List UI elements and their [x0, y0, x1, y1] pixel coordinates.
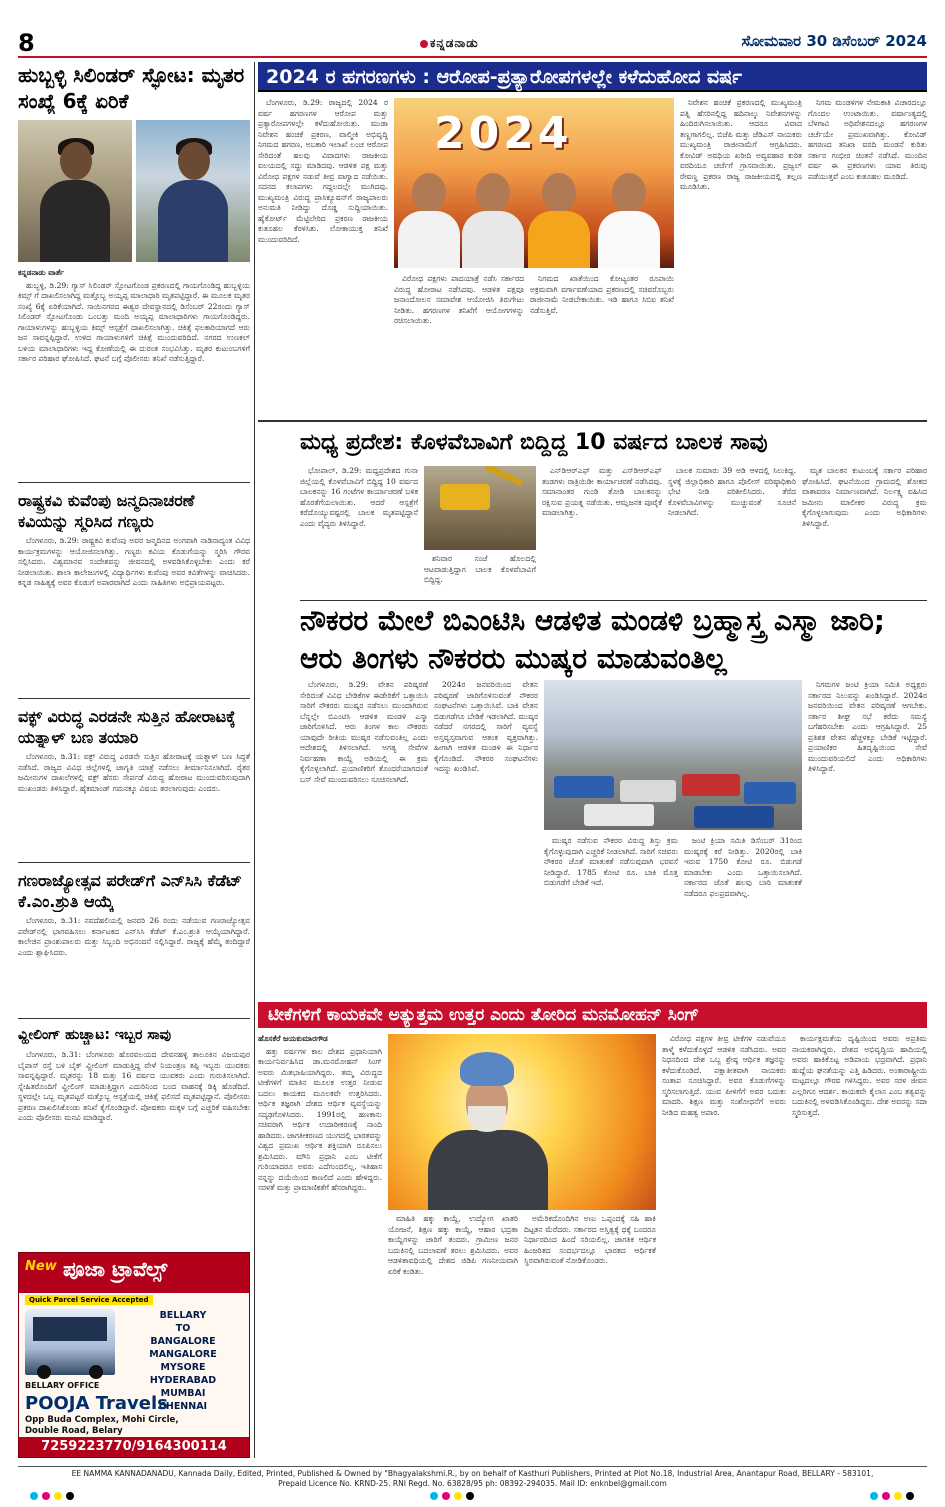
divider: [18, 862, 250, 863]
bus-depot-photo: [544, 680, 802, 830]
column-divider: [254, 62, 255, 1458]
ad-new-label: New: [25, 1259, 57, 1274]
ad-header: [19, 1253, 249, 1293]
bus-icon: [25, 1309, 115, 1375]
borewell-text: ಬಾಲಕ ಸುಮಾರು 39 ಅಡಿ ಆಳದಲ್ಲಿ ಸಿಲುಕಿದ್ದ. ಸ್ಥಳಕ್ಕೆ ಜಿಲ್ಲಾಧಿಕಾರಿ ಹಾಗೂ ಪೊಲೀಸ್ ವರಿಷ್ಠಾಧಿಕಾರಿ ಭೇಟಿ ನೀಡಿ ಪರಿಶೀಲಿಸಿದರು. ತೆರೆದ ಕೊಳವೆಬಾವಿಗಳನ್ನು ಮುಚ್ಚುವಂತೆ ಸೂಚನೆ ನೀಡಲಾಗಿದೆ.: [668, 466, 796, 517]
borewell-col2: [424, 554, 536, 598]
wheeling-headline: ವ್ಹೀಲಿಂಗ್ ಹುಚ್ಚಾಟ: ಇಬ್ಬರ ಸಾವು: [18, 1027, 172, 1043]
review-2024-text: ಬೆಂಗಳೂರು, ಡಿ.29: ರಾಜ್ಯದಲ್ಲಿ 2024 ರ ವರ್ಷ ಹಗರಣಗಳ ಆರೋಪ ಮತ್ತು ಪ್ರತ್ಯಾರೋಪಗಳಲ್ಲೇ ಕಳೆದುಹೋಯಿತು. ಮುಡಾ ನಿವೇಶನ ಹಂಚಿಕೆ ಪ್ರಕರಣ, ವಾಲ್ಮೀಕಿ ಅಭಿವೃದ್ಧಿ ನಿಗಮದ ಹಗರಣ, ಅಬಕಾರಿ ಇಲಾಖೆ ಲಂಚ ಆರೋಪ ಸೇರಿದಂತೆ ಹಲವು ವಿವಾದಗಳು ರಾಜಕೀಯ ವಲಯದಲ್ಲಿ ಸದ್ದು ಮಾಡಿದವು. ಆಡಳಿತ ಪಕ್ಷ ಮತ್ತು ವಿರೋಧ ಪಕ್ಷಗಳ ನಡುವೆ ತೀವ್ರ ವಾಗ್ವಾದ ನಡೆಯಿತು. ಸದನದ ಕಲಾಪಗಳು ಗದ್ದಲದಲ್ಲೇ ಮುಗಿದವು. ಮುಖ್ಯಮಂತ್ರಿ ವಿರುದ್ಧ ಪ್ರಾಸಿಕ್ಯೂಷನ್‌ಗೆ ರಾಜ್ಯಪಾಲರು ಅನುಮತಿ ನೀಡಿದ್ದು ದೊಡ್ಡ ಸುದ್ದಿಯಾಯಿತು. ಹೈಕೋರ್ಟ್ ಮೆಟ್ಟಿಲೇರಿದ ಪ್ರಕರಣ ರಾಜಕೀಯ ಕುತೂಹಲ ಕೆರಳಿಸಿತು. ಲೋಕಾಯುಕ್ತ ತನಿಖೆ ಮುಂದುವರಿದಿದೆ.: [258, 98, 388, 244]
review-2024-headline: 2024 ರ ಹಗರಣಗಳು : ಆರೋಪ-ಪ್ರತ್ಯಾರೋಪಗಳಲ್ಲೇ ಕಳೆದುಹೋದ ವರ್ಷ: [258, 62, 927, 92]
wheeling-body: ಬೆಂಗಳೂರು, ಡಿ.31: ಬೆಂಗಳೂರು ಹೊರವಲಯದ ದೇವನಹಳ್ಳಿ ತಾಲೂಕಿನ ವಿಜಯಪುರ ಬೈಪಾಸ್ ರಸ್ತೆ ಬಳಿ ಬೈಕ್ ವ್ಹೀಲಿಂಗ್ ಮಾಡುತ್ತಿದ್ದ ವೇಳೆ ನಿಯಂತ್ರಣ ತಪ್ಪಿ ಇಬ್ಬರು ಯುವಕರು ಸಾವನ್ನಪ್ಪಿದ್ದಾರೆ. ಮೃತರನ್ನು 18 ಮತ್ತು 16 ವರ್ಷದ ಯುವಕರು ಎಂದು ಗುರುತಿಸಲಾಗಿದೆ. ಸ್ನೇಹಿತರೊಂದಿಗೆ ವ್ಹೀಲಿಂಗ್ ಮಾಡುತ್ತಿದ್ದಾಗ ಎದುರಿನಿಂದ ಬಂದ ವಾಹನಕ್ಕೆ ಡಿಕ್ಕಿ ಹೊಡೆದಿದೆ. ಸ್ಥಳದಲ್ಲೇ ಒಬ್ಬ ಮೃತಪಟ್ಟರೆ ಮತ್ತೊಬ್ಬ ಆಸ್ಪತ್ರೆಯಲ್ಲಿ ಚಿಕಿತ್ಸೆ ಫಲಿಸದೆ ಮೃತಪಟ್ಟಿದ್ದಾನೆ. ಪೊಲೀಸರು ಪ್ರಕರಣ ದಾಖಲಿಸಿಕೊಂಡು ತನಿಖೆ ಕೈಗೊಂಡಿದ್ದಾರೆ. ಪೋಷಕರು ಮಕ್ಕಳ ಬಗ್ಗೆ ಎಚ್ಚರಿಕೆ ವಹಿಸಬೇಕು ಎಂದು ಪೊಲೀಸರು ಮನವಿ ಮಾಡಿದ್ದಾರೆ.: [18, 1050, 250, 1122]
review-2024-col5: [808, 98, 927, 414]
borewell-headline: ಮಧ್ಯ ಪ್ರದೇಶ: ಕೊಳವೆಬಾವಿಗೆ ಬಿದ್ದಿದ್ದ 10 ವರ್ಷದ ಬಾಲಕ ಸಾವು: [300, 430, 768, 455]
republic-body: ಬೆಂಗಳೂರು, ಡಿ.31: ನವದೆಹಲಿಯಲ್ಲಿ ಜನವರಿ 26 ರಂದು ನಡೆಯುವ ಗಣರಾಜ್ಯೋತ್ಸವ ಪರೇಡ್‌ನಲ್ಲಿ ಭಾಗವಹಿಸಲು ಕರ್ನಾಟಕದ ಎನ್‌ಸಿಸಿ ಕೆಡೆಟ್ ಕೆ.ಎಂ.ಶ್ರುತಿ ಆಯ್ಕೆಯಾಗಿದ್ದಾರೆ. ಕಾಲೇಜಿನ ಪ್ರಾಂಶುಪಾಲರು ಮತ್ತು ಸಿಬ್ಬಂದಿ ಅಭಿನಂದನೆ ಸಲ್ಲಿಸಿದ್ದಾರೆ. ರಾಜ್ಯಕ್ಕೆ ಹೆಮ್ಮೆ ತಂದಿದ್ದಾರೆ ಎಂದು ಶ್ಲಾಘಿಸಿದರು.: [18, 916, 250, 957]
manmohan-text: ಅಮೆರಿಕದೊಂದಿಗಿನ ಅಣು ಒಪ್ಪಂದಕ್ಕೆ ಸಹಿ ಹಾಕಿ ದಿಟ್ಟತನ ಮೆರೆದರು. ಸರ್ಕಾರದ ಅಸ್ತಿತ್ವಕ್ಕೆ ಧಕ್ಕೆ ಬಂದರೂ ನಿರ್ಧಾರದಿಂದ ಹಿಂದೆ ಸರಿಯಲಿಲ್ಲ. ಜಾಗತಿಕ ಆರ್ಥಿಕ ಹಿಂಜರಿತದ ಸಂದರ್ಭದಲ್ಲೂ ಭಾರತದ ಆರ್ಥಿಕತೆ ಸ್ಥಿರವಾಗಿರುವಂತೆ ನೋಡಿಕೊಂಡರು.: [524, 1214, 656, 1265]
esma-headline: ನೌಕರರ ಮೇಲೆ ಬಿಎಂಟಿಸಿ ಆಡಳಿತ ಮಂಡಳಿ ಬ್ರಹ್ಮಾಸ್ತ್ರ ಎಸ್ಮಾ ಜಾರಿ; ಆರು ತಿಂಗಳು ನೌಕರರು ಮುಷ್ಕರ ಮಾಡುವಂತಿಲ್ಲ: [300, 604, 886, 675]
borewell-text: ಎನ್‌ಡಿಆರ್‌ಎಫ್ ಮತ್ತು ಎಸ್‌ಡಿಆರ್‌ಎಫ್ ತಂಡಗಳು ರಾತ್ರಿಯಿಡೀ ಕಾರ್ಯಾಚರಣೆ ನಡೆಸಿದವು. ಸಮಾನಾಂತರ ಗುಂಡಿ ತೋಡಿ ಬಾಲಕನನ್ನು ರಕ್ಷಿಸುವ ಪ್ರಯತ್ನ ನಡೆಯಿತು. ಆಮ್ಲಜನಕ ಪೂರೈಕೆ ಮಾಡಲಾಗಿತ್ತು.: [542, 466, 662, 517]
republic-article: [18, 916, 250, 1014]
manmohan-col4: [662, 1034, 786, 1458]
image-year-text: 2024: [434, 108, 573, 159]
registration-marks: [430, 1492, 474, 1500]
cylinder-headline: ಹುಬ್ಬಳ್ಳಿ ಸಿಲಿಂಡರ್ ಸ್ಫೋಟ: ಮೃತರ ಸಂಖ್ಯೆ 6ಕ್ಕೆ ಏರಿಕೆ: [18, 63, 245, 113]
ad-address: Opp Buda Complex, Mohi Circle, Double Road, Belary: [25, 1415, 179, 1436]
esma-text: ಜಂಟಿ ಕ್ರಿಯಾ ಸಮಿತಿ ಡಿಸೆಂಬರ್ 31ರಿಂದ ಮುಷ್ಕರಕ್ಕೆ ಕರೆ ನೀಡಿತ್ತು. 2020ರಲ್ಲಿ ಬಾಕಿ ಇರುವ 1750 ಕೋಟಿ ರೂ. ಬಿಡುಗಡೆ ಮಾಡಬೇಕು ಎಂದು ಒತ್ತಾಯಿಸಲಾಗಿದೆ. ಸರ್ಕಾರದ ಜೊತೆ ಹಲವು ಬಾರಿ ಮಾತುಕತೆ ನಡೆದರೂ ಫಲಪ್ರದವಾಗಿಲ್ಲ.: [684, 836, 802, 898]
divider: [18, 698, 250, 699]
divider: [258, 420, 927, 422]
review-2024-image: [394, 98, 674, 268]
divider: [18, 1018, 250, 1019]
route-city: MANGALORE: [149, 1349, 217, 1360]
route-city: TO: [175, 1323, 191, 1334]
borewell-text: ಮೃತ ಬಾಲಕನ ಕುಟುಂಬಕ್ಕೆ ಸರ್ಕಾರ ಪರಿಹಾರ ಘೋಷಿಸಿದೆ. ಘಟನೆಯಿಂದ ಗ್ರಾಮದಲ್ಲಿ ಶೋಕದ ವಾತಾವರಣ ನಿರ್ಮಾಣವಾಗಿದೆ. ನಿರ್ಲಕ್ಷ್ಯ ವಹಿಸಿದ ಜಮೀನು ಮಾಲೀಕರ ವಿರುದ್ಧ ಕ್ರಮ ಕೈಗೊಳ್ಳಲಾಗುವುದು ಎಂದು ಅಧಿಕಾರಿಗಳು ತಿಳಿಸಿದ್ದಾರೆ.: [802, 466, 927, 528]
borewell-col5: [802, 466, 927, 598]
manmohan-col1: [258, 1034, 382, 1458]
route-city: MYSORE: [160, 1362, 206, 1373]
page-number: 8: [18, 30, 40, 56]
waqf-body: ಬೆಂಗಳೂರು, ಡಿ.31: ವಕ್ಫ್ ವಿರುದ್ಧ ಎರಡನೇ ಸುತ್ತಿನ ಹೋರಾಟಕ್ಕೆ ಯತ್ನಾಳ್ ಬಣ ಸಿದ್ಧತೆ ನಡೆಸಿದೆ. ರಾಜ್ಯದ ವಿವಿಧ ಜಿಲ್ಲೆಗಳಲ್ಲಿ ಜಾಗೃತಿ ಯಾತ್ರೆ ನಡೆಸಲು ತೀರ್ಮಾನಿಸಲಾಗಿದೆ. ರೈತರ ಜಮೀನುಗಳ ದಾಖಲೆಗಳಲ್ಲಿ ವಕ್ಫ್ ಹೆಸರು ಸೇರ್ಪಡೆ ವಿರುದ್ಧ ಹೋರಾಟ ಮುಂದುವರಿಸುವುದಾಗಿ ಮುಖಂಡರು ತಿಳಿಸಿದ್ದಾರೆ. ಹೈಕಮಾಂಡ್ ಗಮನಕ್ಕೂ ವಿಷಯ ತರಲಾಗುವುದು ಎಂದರು.: [18, 752, 250, 793]
ad-company-name: POOJA Travels: [25, 1393, 168, 1414]
manmohan-text: ವಿರೋಧ ಪಕ್ಷಗಳ ತೀವ್ರ ಟೀಕೆಗಳ ನಡುವೆಯೂ ತಾಳ್ಮೆ ಕಳೆದುಕೊಳ್ಳದೆ ಆಡಳಿತ ನಡೆಸಿದರು. ಅವರ ನಿಧನದಿಂದ ದೇಶ ಒಬ್ಬ ಶ್ರೇಷ್ಠ ಆರ್ಥಿಕ ತಜ್ಞನನ್ನು ಕಳೆದುಕೊಂಡಿದೆ. ಪಕ್ಷಾತೀತವಾಗಿ ನಾಯಕರು ಸಂತಾಪ ಸೂಚಿಸಿದ್ದಾರೆ. ಅವರ ಕೊಡುಗೆಗಳನ್ನು ಸ್ಮರಿಸಲಾಗುತ್ತಿದೆ. ಯುವ ಪೀಳಿಗೆಗೆ ಅವರ ಬದುಕು ಮಾದರಿ. ಶಿಕ್ಷಣ ಮತ್ತು ಸಂಶೋಧನೆಗೆ ಅವರು ನೀಡಿದ ಮಹತ್ವ ಅಪಾರ.: [662, 1034, 786, 1117]
borewell-col4: [668, 466, 796, 598]
victim-photo-1: [18, 120, 132, 262]
printer-imprint: [18, 1466, 927, 1489]
esma-col4: [684, 836, 802, 990]
review-2024-col1: [258, 98, 388, 414]
route-city: CHENNAI: [158, 1401, 208, 1412]
rescue-operation-photo: [424, 466, 536, 550]
cylinder-body: ಹುಬ್ಬಳ್ಳಿ, ಡಿ.29: ಗ್ಯಾಸ್ ಸಿಲಿಂಡರ್ ಸ್ಫೋಟಗೊಂಡ ಪ್ರಕರಣದಲ್ಲಿ ಗಾಯಗೊಂಡಿದ್ದ ಹುಬ್ಬಳ್ಳಿಯ ಕಿಮ್ಸ್ ಗೆ ದಾಖಲಿಸಲಾಗಿದ್ದ ಮತ್ತೊಬ್ಬ ಅಯ್ಯಪ್ಪ ಮಾಲಾಧಾರಿ ಮೃತಪಟ್ಟಿದ್ದಾರೆ. ಈ ಮೂಲಕ ಮೃತರ ಸಂಖ್ಯೆ 6ಕ್ಕೆ ಏರಿಕೆಯಾಗಿದೆ. ಸಾಯಿನಗರದ ಈಶ್ವರ ದೇವಸ್ಥಾನದಲ್ಲಿ ಡಿಸೆಂಬರ್ 22ರಂದು ಗ್ಯಾಸ್ ಸಿಲಿಂಡರ್ ಸ್ಫೋಟಗೊಂಡು ಒಂಬತ್ತು ಮಂದಿ ಅಯ್ಯಪ್ಪ ಮಾಲಾಧಾರಿಗಳು ಗಾಯಗೊಂಡಿದ್ದರು. ಗಾಯಾಳುಗಳನ್ನು ಹುಬ್ಬಳ್ಳಿಯ ಕಿಮ್ಸ್ ಆಸ್ಪತ್ರೆಗೆ ದಾಖಲಿಸಲಾಗಿತ್ತು. ಚಿಕಿತ್ಸೆ ಫಲಕಾರಿಯಾಗದೆ ಆರು ಜನ ಸಾವನ್ನಪ್ಪಿದ್ದಾರೆ. ಉಳಿದ ಗಾಯಾಳುಗಳಿಗೆ ಚಿಕಿತ್ಸೆ ಮುಂದುವರಿದಿದೆ. ನಗರದ ಉಣಕಲ್ ಬಳಿಯ ಮಾಲಾಧಾರಿಗಳು ಇದ್ದ ಕೋಣೆಯಲ್ಲಿ ಈ ದುರಂತ ಸಂಭವಿಸಿತ್ತು. ಮೃತರ ಕುಟುಂಬಗಳಿಗೆ ಸರ್ಕಾರ ಪರಿಹಾರ ಘೋಷಿಸಿದೆ. ಘಟನೆ ಬಗ್ಗೆ ಪೊಲೀಸರು ತನಿಖೆ ನಡೆಸುತ್ತಿದ್ದಾರೆ.: [18, 280, 250, 363]
route-city: BANGALORE: [150, 1336, 216, 1347]
review-2024-col4: [680, 98, 802, 414]
paper-name-text: ಕನ್ನಡನಾಡು: [430, 36, 479, 50]
manmohan-text: ಕಾರ್ಯಕ್ಷಮತೆಯ ದೃಷ್ಟಿಯಿಂದ ಅವರು ಅಪ್ರತಿಮ ನಾಯಕರಾಗಿದ್ದರು. ದೇಶದ ಅಭಿವೃದ್ಧಿಯ ಹಾದಿಯಲ್ಲಿ ಅವರು ಹಾಕಿಕೊಟ್ಟ ಅಡಿಪಾಯ ಭದ್ರವಾಗಿದೆ. ಪ್ರಧಾನಿ ಹುದ್ದೆಯ ಘನತೆಯನ್ನು ಎತ್ತಿ ಹಿಡಿದರು. ಅಂತಾರಾಷ್ಟ್ರೀಯ ಮಟ್ಟದಲ್ಲೂ ಗೌರವ ಗಳಿಸಿದ್ದರು. ಅವರ ಸರಳ ಜೀವನ ಎಲ್ಲರಿಗೂ ಆದರ್ಶ. ಕಾಯಕವೇ ಕೈಲಾಸ ಎಂಬ ತತ್ವವನ್ನು ಬದುಕಿನಲ್ಲಿ ಅಳವಡಿಸಿಕೊಂಡಿದ್ದರು. ದೇಶ ಅವರನ್ನು ಸದಾ ಸ್ಮರಿಸುತ್ತದೆ.: [792, 1034, 927, 1117]
kuvempu-headline: ರಾಷ್ಟ್ರಕವಿ ಕುವೆಂಪು ಜನ್ಮದಿನಾಚರಣೆ ಕವಿಯನ್ನು ಸ್ಮರಿಸಿದ ಗಣ್ಯರು: [18, 491, 195, 531]
route-city: MUMBAI: [160, 1388, 206, 1399]
divider: [18, 482, 250, 483]
route-city: HYDERABAD: [149, 1375, 217, 1386]
review-2024-text: ನಿವೇಶನ ಹಂಚಿಕೆ ಪ್ರಕರಣದಲ್ಲಿ ಮುಖ್ಯಮಂತ್ರಿ ಪತ್ನಿ ಹೆಸರಿನಲ್ಲಿದ್ದ ಹದಿನಾಲ್ಕು ನಿವೇಶನಗಳನ್ನು ಹಿಂದಿರುಗಿಸಲಾಯಿತು. ಆದರೂ ವಿವಾದ ತಣ್ಣಗಾಗಲಿಲ್ಲ. ಬಿಜೆಪಿ ಮತ್ತು ಜೆಡಿಎಸ್ ನಾಯಕರು ಮುಖ್ಯಮಂತ್ರಿ ರಾಜೀನಾಮೆಗೆ ಆಗ್ರಹಿಸಿದರು. ಕೋವಿಡ್ ಅವಧಿಯ ಖರೀದಿ ಅವ್ಯವಹಾರ ಕುರಿತ ವರದಿಯೂ ಚರ್ಚೆಗೆ ಗ್ರಾಸವಾಯಿತು. ಪ್ರಜ್ವಲ್ ರೇವಣ್ಣ ಪ್ರಕರಣ ರಾಜ್ಯ ರಾಜಕೀಯದಲ್ಲಿ ತಲ್ಲಣ ಮೂಡಿಸಿತು.: [680, 98, 802, 191]
manmohan-col3: [524, 1214, 656, 1458]
esma-text: ಮುಷ್ಕರ ನಡೆಸುವ ನೌಕರರ ವಿರುದ್ಧ ಶಿಸ್ತು ಕ್ರಮ ಕೈಗೊಳ್ಳುವುದಾಗಿ ಎಚ್ಚರಿಕೆ ನೀಡಲಾಗಿದೆ. ಸಾರಿಗೆ ಸಚಿವರು ನೌಕರರ ಜೊತೆ ಮಾತುಕತೆ ನಡೆಸುವುದಾಗಿ ಭರವಸೆ ನೀಡಿದ್ದಾರೆ. 1785 ಕೋಟಿ ರೂ. ಬಾಕಿ ಮೊತ್ತ ಬಿಡುಗಡೆಗೆ ಬೇಡಿಕೆ ಇದೆ.: [544, 836, 678, 887]
cylinder-article: [18, 268, 250, 478]
esma-col3: [544, 836, 678, 990]
ad-service-tag: Quick Parcel Service Accepted: [25, 1295, 153, 1305]
republic-headline: ಗಣರಾಜ್ಯೋತ್ಸವ ಪರೇಡ್‌ಗೆ ಎನ್‌ಸಿಸಿ ಕೆಡೆಟ್ ಕೆ.ಎಂ.ಶ್ರುತಿ ಆಯ್ಕೆ: [18, 871, 242, 911]
cylinder-photos: [18, 120, 250, 262]
esma-text: ಬೆಂಗಳೂರು, ಡಿ.29: ವೇತನ ಪರಿಷ್ಕರಣೆ ಸೇರಿದಂತೆ ವಿವಿಧ ಬೇಡಿಕೆಗಳ ಈಡೇರಿಕೆಗೆ ಒತ್ತಾಯಿಸಿ ಸಾರಿಗೆ ನೌಕರರು ಮುಷ್ಕರ ನಡೆಸಲು ಮುಂದಾಗಿರುವ ಬೆನ್ನಲ್ಲೇ ಬಿಎಂಟಿಸಿ ಆಡಳಿತ ಮಂಡಳಿ ಎಸ್ಮಾ ಜಾರಿಗೊಳಿಸಿದೆ. ಆರು ತಿಂಗಳ ಕಾಲ ನೌಕರರು ಯಾವುದೇ ರೀತಿಯ ಮುಷ್ಕರ ನಡೆಸುವಂತಿಲ್ಲ ಎಂದು ಆದೇಶದಲ್ಲಿ ತಿಳಿಸಲಾಗಿದೆ. ಅಗತ್ಯ ಸೇವೆಗಳ ನಿರ್ವಹಣಾ ಕಾಯ್ದೆ ಅಡಿಯಲ್ಲಿ ಈ ಕ್ರಮ ಕೈಗೊಳ್ಳಲಾಗಿದೆ. ಪ್ರಯಾಣಿಕರಿಗೆ ತೊಂದರೆಯಾಗದಂತೆ ಬಸ್ ಸೇವೆ ಮುಂದುವರಿಸಲು ಸೂಚಿಸಲಾಗಿದೆ.: [300, 680, 428, 784]
imprint-line-1: EE NAMMA KANNADANADU, Kannada Daily, Edited, Printed, Published & Owned by "Bhagyalakshmi.R., by on behalf of Kasthuri Publishers, Printed at Plot No.18, Industrial Area, Anantapur Road, BELLARY - 583101,: [71, 1469, 874, 1478]
review-2024-text: ವಿರೋಧ ಪಕ್ಷಗಳು ಪಾದಯಾತ್ರೆ ನಡೆಸಿ ಸರ್ಕಾರದ ವಿರುದ್ಧ ಹೋರಾಟ ನಡೆಸಿದವು. ಆಡಳಿತ ಪಕ್ಷವೂ ಜನಾಂದೋಲನ ಸಮಾವೇಶ ಆಯೋಜಿಸಿ ತಿರುಗೇಟು ನೀಡಿತು. ಹಗರಣಗಳ ತನಿಖೆಗೆ ಆಯೋಗಗಳನ್ನು ರಚಿಸಲಾಯಿತು.: [394, 274, 524, 325]
waqf-headline: ವಕ್ಫ್ ವಿರುದ್ಧ ಎರಡನೇ ಸುತ್ತಿನ ಹೋರಾಟಕ್ಕೆ ಯತ್ನಾಳ್ ಬಣ ತಯಾರಿ: [18, 707, 236, 747]
victim-photo-2: [136, 120, 250, 262]
esma-text: ನಿಗಮಗಳ ಜಂಟಿ ಕ್ರಿಯಾ ಸಮಿತಿ ಅಧ್ಯಕ್ಷರು ಸರ್ಕಾರದ ನಿಲುವನ್ನು ಖಂಡಿಸಿದ್ದಾರೆ. 2024ರ ಜನವರಿಯಿಂದ ವೇತನ ಪರಿಷ್ಕರಣೆ ಆಗಬೇಕು. ಸರ್ಕಾರ ಶೀಘ್ರ ಸಭೆ ಕರೆದು ಸಮಸ್ಯೆ ಬಗೆಹರಿಸಬೇಕು ಎಂದು ಆಗ್ರಹಿಸಿದ್ದಾರೆ. 25 ಪ್ರತಿಶತ ವೇತನ ಹೆಚ್ಚಳಕ್ಕೂ ಬೇಡಿಕೆ ಇಟ್ಟಿದ್ದಾರೆ. ಪ್ರಯಾಣಿಕರ ಹಿತದೃಷ್ಟಿಯಿಂದ ಸೇವೆ ಮುಂದುವರಿಯಲಿದೆ ಎಂದು ಅಧಿಕಾರಿಗಳು ತಿಳಿಸಿದ್ದಾರೆ.: [808, 680, 927, 773]
ad-office-label: BELLARY OFFICE: [25, 1381, 100, 1390]
waqf-article: [18, 752, 250, 858]
borewell-col1: [300, 466, 418, 598]
review-2024-col3: [530, 274, 674, 414]
divider: [300, 600, 927, 601]
manmohan-col5: [792, 1034, 927, 1458]
esma-col1: [300, 680, 428, 990]
route-city: BELLARY: [159, 1310, 207, 1321]
borewell-text: ಭೋಪಾಲ್, ಡಿ.29: ಮಧ್ಯಪ್ರದೇಶದ ಗುನಾ ಜಿಲ್ಲೆಯಲ್ಲಿ ಕೊಳವೆಬಾವಿಗೆ ಬಿದ್ದಿದ್ದ 10 ವರ್ಷದ ಬಾಲಕನನ್ನು 16 ಗಂಟೆಗಳ ಕಾರ್ಯಾಚರಣೆ ಬಳಿಕ ಹೊರತೆಗೆಯಲಾಯಿತು. ಆದರೆ ಆಸ್ಪತ್ರೆಗೆ ಕರೆದೊಯ್ಯುವಷ್ಟರಲ್ಲಿ ಬಾಲಕ ಮೃತಪಟ್ಟಿದ್ದಾನೆ ಎಂದು ವೈದ್ಯರು ತಿಳಿಸಿದ್ದಾರೆ.: [300, 466, 418, 528]
paper-name: [418, 36, 479, 51]
manmohan-singh-photo: [388, 1034, 656, 1210]
wheeling-article: [18, 1050, 250, 1246]
registration-marks: [30, 1492, 74, 1500]
esma-col5: [808, 680, 927, 990]
review-2024-col2: [394, 274, 524, 414]
ad-phone: 7259223770/9164300114: [19, 1437, 249, 1457]
cylinder-byline: ಕನ್ನಡನಾಡು ವಾರ್ತೆ: [18, 268, 65, 277]
borewell-col3: [542, 466, 662, 598]
imprint-line-2: Prepaid Licence No. KRND-25. RNI Regd. No. 63828/95 ph: 08392-294035. Mail ID: enknbel@gmail.com: [278, 1479, 667, 1488]
kuvempu-article: [18, 536, 250, 694]
travels-advertisement: [18, 1252, 250, 1458]
manmohan-text: ಮಾಹಿತಿ ಹಕ್ಕು ಕಾಯ್ದೆ, ಉದ್ಯೋಗ ಖಾತರಿ ಯೋಜನೆ, ಶಿಕ್ಷಣ ಹಕ್ಕು ಕಾಯ್ದೆ, ಆಹಾರ ಭದ್ರತಾ ಕಾಯ್ದೆಗಳನ್ನು ಜಾರಿಗೆ ತಂದರು. ಗ್ರಾಮೀಣ ಜನರ ಬದುಕಿನಲ್ಲಿ ಬದಲಾವಣೆ ತರಲು ಶ್ರಮಿಸಿದರು. ಅವರ ಆಡಳಿತಾವಧಿಯಲ್ಲಿ ದೇಶದ ಜಿಡಿಪಿ ಗಣನೀಯವಾಗಿ ಏರಿಕೆ ಕಂಡಿತು.: [388, 1214, 518, 1276]
review-2024-text: ನಿಗಮದ ಖಾತೆಯಿಂದ ಕೋಟ್ಯಂತರ ರೂಪಾಯಿ ಅಕ್ರಮವಾಗಿ ವರ್ಗಾವಣೆಯಾದ ಪ್ರಕರಣದಲ್ಲಿ ಸಚಿವರೊಬ್ಬರು ರಾಜೀನಾಮೆ ನೀಡಬೇಕಾಯಿತು. ಇಡಿ ಹಾಗೂ ಸಿಬಿಐ ತನಿಖೆ ನಡೆಸುತ್ತಿವೆ.: [530, 274, 674, 315]
ad-brand: ಪೂಜಾ ಟ್ರಾವೆಲ್ಸ್: [63, 1257, 168, 1281]
review-2024-text: ನಿಗಮ ಮಂಡಳಿಗಳ ನೇಮಕಾತಿ ವಿಚಾರದಲ್ಲೂ ಗೊಂದಲ ಉಂಟಾಯಿತು. ವರ್ಷಾಂತ್ಯದಲ್ಲಿ ಬೆಳಗಾವಿ ಅಧಿವೇಶನದಲ್ಲೂ ಹಗರಣಗಳ ಚರ್ಚೆಯೇ ಪ್ರಮುಖವಾಗಿತ್ತು. ಕೋವಿಡ್ ಹಗರಣದ ತನಿಖಾ ವರದಿ ಮಂಡನೆ ಕುರಿತು ಸರ್ಕಾರ ಗಂಭೀರ ಚಿಂತನೆ ನಡೆಸಿದೆ. ಮುಂದಿನ ವರ್ಷ ಈ ಪ್ರಕರಣಗಳು ಯಾವ ತಿರುವು ಪಡೆಯುತ್ತವೆ ಎಂಬ ಕುತೂಹಲ ಮೂಡಿದೆ.: [808, 98, 927, 181]
borewell-text: ಶನಿವಾರ ಸಂಜೆ ಹೊಲದಲ್ಲಿ ಆಟವಾಡುತ್ತಿದ್ದಾಗ ಬಾಲಕ ಕೊಳವೆಬಾವಿಗೆ ಬಿದ್ದಿದ್ದ.: [424, 554, 536, 584]
manmohan-col2: [388, 1214, 518, 1458]
manmohan-text: ಹತ್ತು ವರ್ಷಗಳ ಕಾಲ ದೇಶದ ಪ್ರಧಾನಿಯಾಗಿ ಕಾರ್ಯನಿರ್ವಹಿಸಿದ ಡಾ.ಮನಮೋಹನ್ ಸಿಂಗ್ ಅವರು ಮಿತಭಾಷಿಯಾಗಿದ್ದರು. ತಮ್ಮ ವಿರುದ್ಧದ ಟೀಕೆಗಳಿಗೆ ಮಾತಿನ ಮೂಲಕ ಉತ್ತರ ನೀಡುವ ಬದಲು ಕಾಯಕದ ಮೂಲಕವೇ ಉತ್ತರಿಸಿದರು. ಆರ್ಥಿಕ ತಜ್ಞರಾಗಿ ದೇಶದ ಆರ್ಥಿಕ ವ್ಯವಸ್ಥೆಯನ್ನು ಸದೃಢಗೊಳಿಸಿದರು. 1991ರಲ್ಲಿ ಹಣಕಾಸು ಸಚಿವರಾಗಿ ಆರ್ಥಿಕ ಉದಾರೀಕರಣಕ್ಕೆ ನಾಂದಿ ಹಾಡಿದರು. ಜಾಗತೀಕರಣದ ಯುಗದಲ್ಲಿ ಭಾರತವನ್ನು ವಿಶ್ವದ ಪ್ರಮುಖ ಆರ್ಥಿಕ ಶಕ್ತಿಯಾಗಿ ರೂಪಿಸಲು ಶ್ರಮಿಸಿದರು. ಮೌನಿ ಪ್ರಧಾನಿ ಎಂಬ ಟೀಕೆಗೆ ಗುರಿಯಾದರೂ ಅವರು ಎದೆಗುಂದಲಿಲ್ಲ. ಇತಿಹಾಸ ನನ್ನನ್ನು ದಯೆಯಿಂದ ಕಾಣಲಿದೆ ಎಂದು ಹೇಳಿದ್ದರು. ಸರಳತೆ ಮತ್ತು ಪ್ರಾಮಾಣಿಕತೆಗೆ ಹೆಸರಾಗಿದ್ದರು.: [258, 1046, 382, 1192]
kuvempu-body: ಬೆಂಗಳೂರು, ಡಿ.29: ರಾಷ್ಟ್ರಕವಿ ಕುವೆಂಪು ಅವರ ಜನ್ಮದಿನದ ಅಂಗವಾಗಿ ನಾಡಿನಾದ್ಯಂತ ವಿವಿಧ ಕಾರ್ಯಕ್ರಮಗಳನ್ನು ಆಯೋಜಿಸಲಾಗಿತ್ತು. ಗಣ್ಯರು ಕವಿಯ ಕೊಡುಗೆಯನ್ನು ಸ್ಮರಿಸಿ ಗೌರವ ಸಲ್ಲಿಸಿದರು. ವಿಶ್ವಮಾನವ ಸಂದೇಶವನ್ನು ಜೀವನದಲ್ಲಿ ಅಳವಡಿಸಿಕೊಳ್ಳಬೇಕು ಎಂದು ಕರೆ ನೀಡಲಾಯಿತು. ಶಾಲಾ ಕಾಲೇಜುಗಳಲ್ಲಿ ವಿದ್ಯಾರ್ಥಿಗಳು ಕುವೆಂಪು ಅವರ ಕವಿತೆಗಳನ್ನು ವಾಚಿಸಿದರು. ಕನ್ನಡ ಸಾಹಿತ್ಯಕ್ಕೆ ಅವರ ಕೊಡುಗೆ ಅಪಾರವಾಗಿದೆ ಎಂದು ಸಾಹಿತಿಗಳು ಅಭಿಪ್ರಾಯಪಟ್ಟರು.: [18, 536, 250, 587]
esma-text: 2024ರ ಜನವರಿಯಿಂದ ವೇತನ ಪರಿಷ್ಕರಣೆ ಜಾರಿಗೊಳಿಸುವಂತೆ ನೌಕರರ ಸಂಘಟನೆಗಳು ಒತ್ತಾಯಿಸಿವೆ. ಬಾಕಿ ವೇತನ ಬಿಡುಗಡೆಗೂ ಬೇಡಿಕೆ ಇಡಲಾಗಿದೆ. ಮುಷ್ಕರ ನಡೆದರೆ ನಗರದಲ್ಲಿ ಸಾರಿಗೆ ವ್ಯವಸ್ಥೆ ಅಸ್ತವ್ಯಸ್ತವಾಗುವ ಆತಂಕ ವ್ಯಕ್ತವಾಗಿತ್ತು. ಹೀಗಾಗಿ ಆಡಳಿತ ಮಂಡಳಿ ಈ ನಿರ್ಧಾರ ಕೈಗೊಂಡಿದೆ. ನೌಕರರ ಸಂಘಟನೆಗಳು ಇದನ್ನು ಖಂಡಿಸಿವೆ.: [434, 680, 538, 773]
newspaper-page: [18, 30, 927, 1460]
logo-icon: [420, 40, 428, 48]
manmohan-byline: ಹೊಸಕೆರೆ ಜಯಕುಮಾರಗೌಡ: [258, 1034, 328, 1043]
manmohan-headline: ಟೀಕೆಗಳಿಗೆ ಕಾಯಕವೇ ಅತ್ಯುತ್ತಮ ಉತ್ತರ ಎಂದು ತೋರಿದ ಮನಮೋಹನ್ ಸಿಂಗ್: [258, 1002, 927, 1028]
issue-date: ಸೋಮವಾರ 30 ಡಿಸೆಂಬರ್ 2024: [741, 32, 927, 50]
esma-col2: [434, 680, 538, 990]
masthead: [18, 30, 927, 58]
registration-marks: [870, 1492, 914, 1500]
